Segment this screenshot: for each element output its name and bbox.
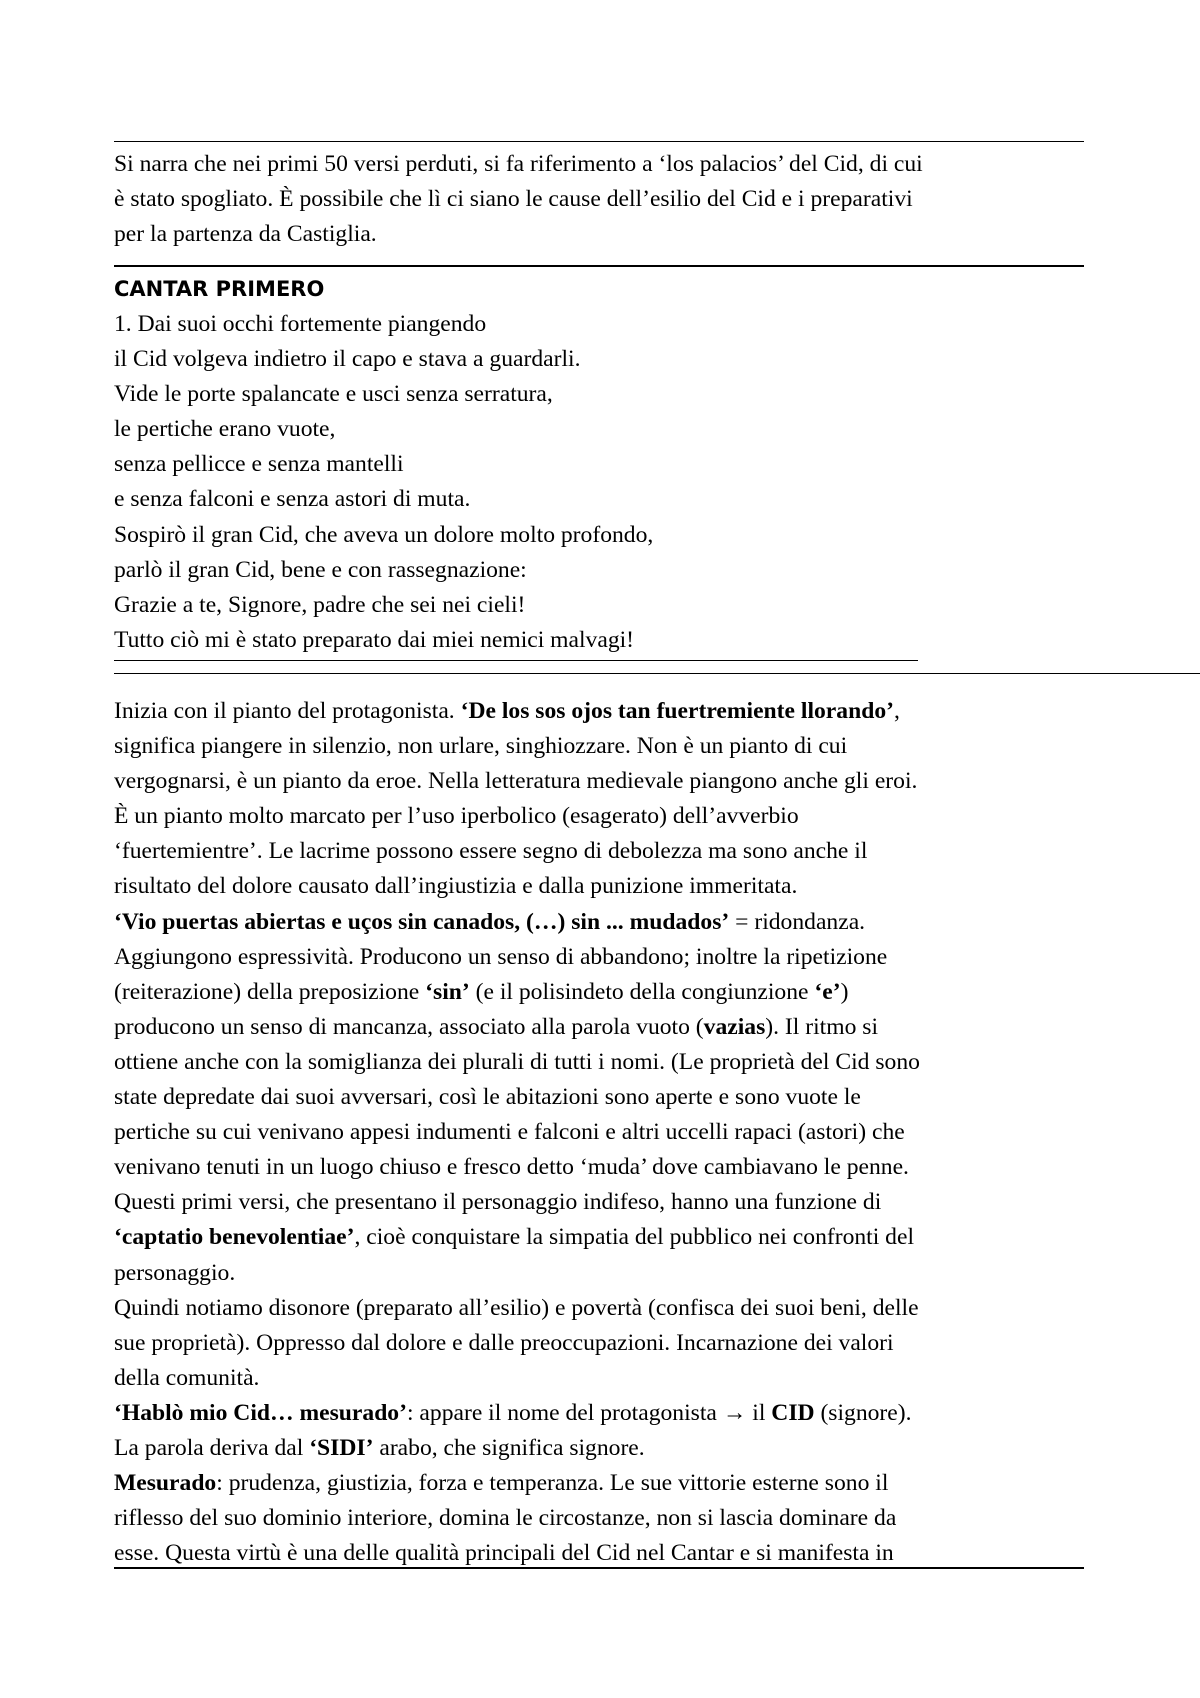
commentary-text: sue proprietà). Oppresso dal dolore e dalle preoccupazioni. Incarnazione dei valori — [114, 1329, 894, 1356]
commentary-emphasis: Mesurado — [114, 1470, 217, 1497]
commentary-text: riflesso del suo dominio interiore, domina le circostanze, non si lascia dominare da — [114, 1505, 897, 1532]
commentary-text: arabo, che significa signore. — [373, 1434, 645, 1461]
commentary-line — [114, 1466, 1084, 1501]
commentary-block — [114, 694, 1084, 1571]
commentary-text: vergognarsi, è un pianto da eroe. Nella letteratura medievale piangono anche gli eroi. — [114, 768, 918, 795]
commentary-text: ottiene anche con la somiglianza dei plurali di tutti i nomi. (Le proprietà del Cid sono — [114, 1048, 920, 1075]
commentary-text: = ridondanza. — [729, 908, 866, 935]
commentary-line — [114, 1256, 1084, 1291]
verse-line: senza pellicce e senza mantelli — [114, 451, 404, 478]
commentary-line — [114, 1185, 1084, 1220]
commentary-line — [114, 694, 1084, 729]
commentary-line — [114, 1431, 1084, 1466]
verse-line: 1. Dai suoi occhi fortemente piangendo — [114, 311, 487, 337]
commentary-text: Aggiungono espressività. Producono un senso di abbandono; inoltre la ripetizione — [114, 943, 888, 970]
divider-rule-lower — [114, 673, 1200, 674]
section-heading: CANTAR PRIMERO — [114, 277, 325, 301]
commentary-line — [114, 1501, 1084, 1536]
commentary-text: , — [893, 698, 900, 724]
commentary-text: Questi primi versi, che presentano il personaggio indifeso, hanno una funzione di — [114, 1189, 882, 1216]
commentary-text: personaggio. — [114, 1259, 236, 1286]
commentary-line — [114, 1291, 1084, 1326]
commentary-line — [114, 1045, 1084, 1080]
commentary-line — [114, 1080, 1084, 1115]
commentary-line — [114, 799, 1084, 834]
commentary-text: significa piangere in silenzio, non urlare, singhiozzare. Non è un pianto di cui — [114, 733, 848, 760]
commentary-text: È un pianto molto marcato per l’uso iperbolico (esagerato) dell’avverbio — [114, 803, 799, 830]
verse-line: Sospirò il gran Cid, che aveva un dolore molto profondo, — [114, 521, 654, 548]
commentary-text: (signore). — [814, 1399, 912, 1426]
verse-block — [114, 307, 1084, 658]
verse-line: parlò il gran Cid, bene e con rassegnazione: — [114, 556, 527, 583]
commentary-line — [114, 940, 1084, 975]
commentary-text: ) — [840, 978, 849, 1005]
commentary-emphasis: ‘e’ — [814, 978, 841, 1005]
intro-line: per la partenza da Castiglia. — [114, 221, 377, 248]
commentary-emphasis: vazias — [703, 1013, 766, 1040]
commentary-line — [114, 1150, 1084, 1185]
commentary-text: Quindi notiamo disonore (preparato all’esilio) e povertà (confisca dei suoi beni, delle — [114, 1294, 919, 1321]
commentary-text: ‘fuertemientre’. Le lacrime possono essere segno di debolezza ma sono anche il — [114, 838, 868, 865]
verse-line: Grazie a te, Signore, padre che sei nei cieli! — [114, 591, 526, 618]
commentary-line — [114, 1326, 1084, 1361]
commentary-line — [114, 1115, 1084, 1150]
commentary-line — [114, 1220, 1084, 1255]
commentary-emphasis: ‘Vio puertas abiertas e uços sin canados, (…) sin ... mudados’ — [114, 908, 730, 935]
section-rule — [114, 265, 1084, 267]
bottom-rule — [114, 1567, 1084, 1569]
commentary-line — [114, 869, 1084, 904]
verse-line: e senza falconi e senza astori di muta. — [114, 486, 471, 513]
commentary-line — [114, 1010, 1084, 1045]
commentary-text: pertiche su cui venivano appesi indumenti e falconi e altri uccelli rapaci (astori) che — [114, 1119, 905, 1146]
commentary-text: state depredate dai suoi avversari, così le abitazioni sono aperte e sono vuote le — [114, 1084, 861, 1111]
commentary-text: (e il polisindeto della congiunzione — [469, 978, 815, 1005]
commentary-line — [114, 1396, 1084, 1431]
commentary-text: risultato del dolore causato dall’ingiustizia e dalla punizione immeritata. — [114, 873, 798, 900]
commentary-line — [114, 834, 1084, 869]
verse-line: il Cid volgeva indietro il capo e stava a guardarli. — [114, 346, 581, 373]
commentary-text: : appare il nome del protagonista — [406, 1399, 723, 1426]
commentary-text: , cioè conquistare la simpatia del pubblico nei confronti del — [354, 1224, 915, 1251]
commentary-emphasis: ‘De los sos ojos tan fuertremiente llorando’ — [460, 698, 894, 724]
intro-paragraph — [114, 147, 1084, 252]
commentary-emphasis: ‘SIDI’ — [309, 1434, 374, 1461]
divider-rule-upper — [114, 660, 918, 661]
verse-line: Vide le porte spalancate e usci senza serratura, — [114, 381, 553, 408]
commentary-emphasis: → — [722, 1399, 747, 1426]
commentary-text: : prudenza, giustizia, forza e temperanza. Le sue vittorie esterne sono il — [216, 1470, 889, 1497]
commentary-text: venivano tenuti in un luogo chiuso e fresco detto ‘muda’ dove cambiavano le penne. — [114, 1154, 909, 1181]
commentary-line — [114, 975, 1084, 1010]
commentary-line — [114, 905, 1084, 940]
commentary-text: della comunità. — [114, 1364, 260, 1391]
verse-line: Tutto ciò mi è stato preparato dai miei nemici malvagi! — [114, 626, 635, 653]
commentary-emphasis: CID — [771, 1399, 815, 1426]
commentary-line — [114, 729, 1084, 764]
commentary-emphasis: ‘Hablò mio Cid… mesurado’ — [114, 1399, 407, 1426]
commentary-text: (reiterazione) della preposizione — [114, 978, 426, 1005]
commentary-line — [114, 1361, 1084, 1396]
verse-line: le pertiche erano vuote, — [114, 416, 336, 443]
intro-line: è stato spogliato. È possibile che lì ci siano le cause dell’esilio del Cid e i preparativi — [114, 186, 913, 213]
commentary-text: producono un senso di mancanza, associato alla parola vuoto ( — [114, 1013, 704, 1040]
commentary-emphasis: ‘sin’ — [425, 978, 470, 1005]
commentary-text: La parola deriva dal — [114, 1434, 310, 1461]
commentary-text: esse. Questa virtù è una delle qualità principali del Cid nel Cantar e si manifesta in — [114, 1540, 894, 1567]
commentary-text: ). Il ritmo si — [765, 1013, 878, 1040]
commentary-text: Inizia con il pianto del protagonista. — [114, 698, 461, 724]
intro-line: Si narra che nei primi 50 versi perduti, si fa riferimento a ‘los palacios’ del Cid, di cui — [114, 151, 923, 177]
commentary-text: il — [746, 1399, 772, 1426]
commentary-line — [114, 764, 1084, 799]
commentary-emphasis: ‘captatio benevolentiae’ — [114, 1224, 355, 1251]
top-rule — [114, 141, 1084, 142]
